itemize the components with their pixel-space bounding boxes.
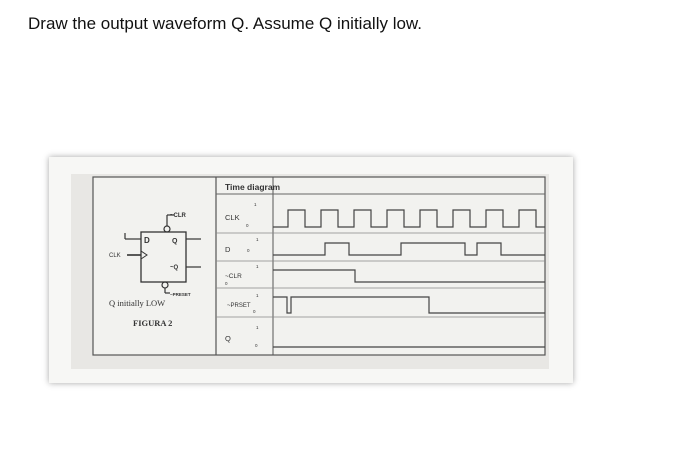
row-q-high: 1 bbox=[256, 325, 259, 330]
row-prset-low: 0 bbox=[253, 309, 256, 314]
row-q-low: 0 bbox=[255, 343, 258, 348]
figure-caption: FIGURA 2 bbox=[133, 318, 173, 328]
row-clk-high: 1 bbox=[254, 202, 257, 207]
qbar-pin-label: ~Q bbox=[170, 265, 179, 271]
timing-title: Time diagram bbox=[225, 182, 281, 192]
d-pin-label: D bbox=[144, 236, 150, 245]
clk-pin-label: CLK bbox=[109, 253, 121, 259]
initial-state-note: Q initially LOW bbox=[109, 298, 166, 308]
diagram-canvas bbox=[49, 157, 573, 383]
q-pin-label: Q bbox=[172, 238, 178, 245]
row-d-label: D bbox=[225, 245, 231, 254]
row-clk-label: CLK bbox=[225, 213, 240, 222]
exercise-frame bbox=[93, 177, 545, 355]
clr-pin-label: ~CLR bbox=[170, 213, 186, 219]
row-clr-label: ~CLR bbox=[225, 273, 242, 280]
row-prset-label: ~PRSET bbox=[227, 303, 251, 309]
row-clr-low: 0 bbox=[225, 281, 228, 286]
row-clr-high: 1 bbox=[256, 264, 259, 269]
row-q-label: Q bbox=[225, 334, 231, 343]
timing-diagram-photo bbox=[49, 157, 573, 383]
row-d-low: 0 bbox=[247, 248, 250, 253]
row-d-high: 1 bbox=[256, 237, 259, 242]
row-prset-high: 1 bbox=[256, 293, 259, 298]
row-clk-low: 0 bbox=[246, 223, 249, 228]
preset-pin-label: ~PRESET bbox=[170, 292, 191, 297]
question-text: Draw the output waveform Q. Assume Q initially low. bbox=[28, 14, 422, 33]
